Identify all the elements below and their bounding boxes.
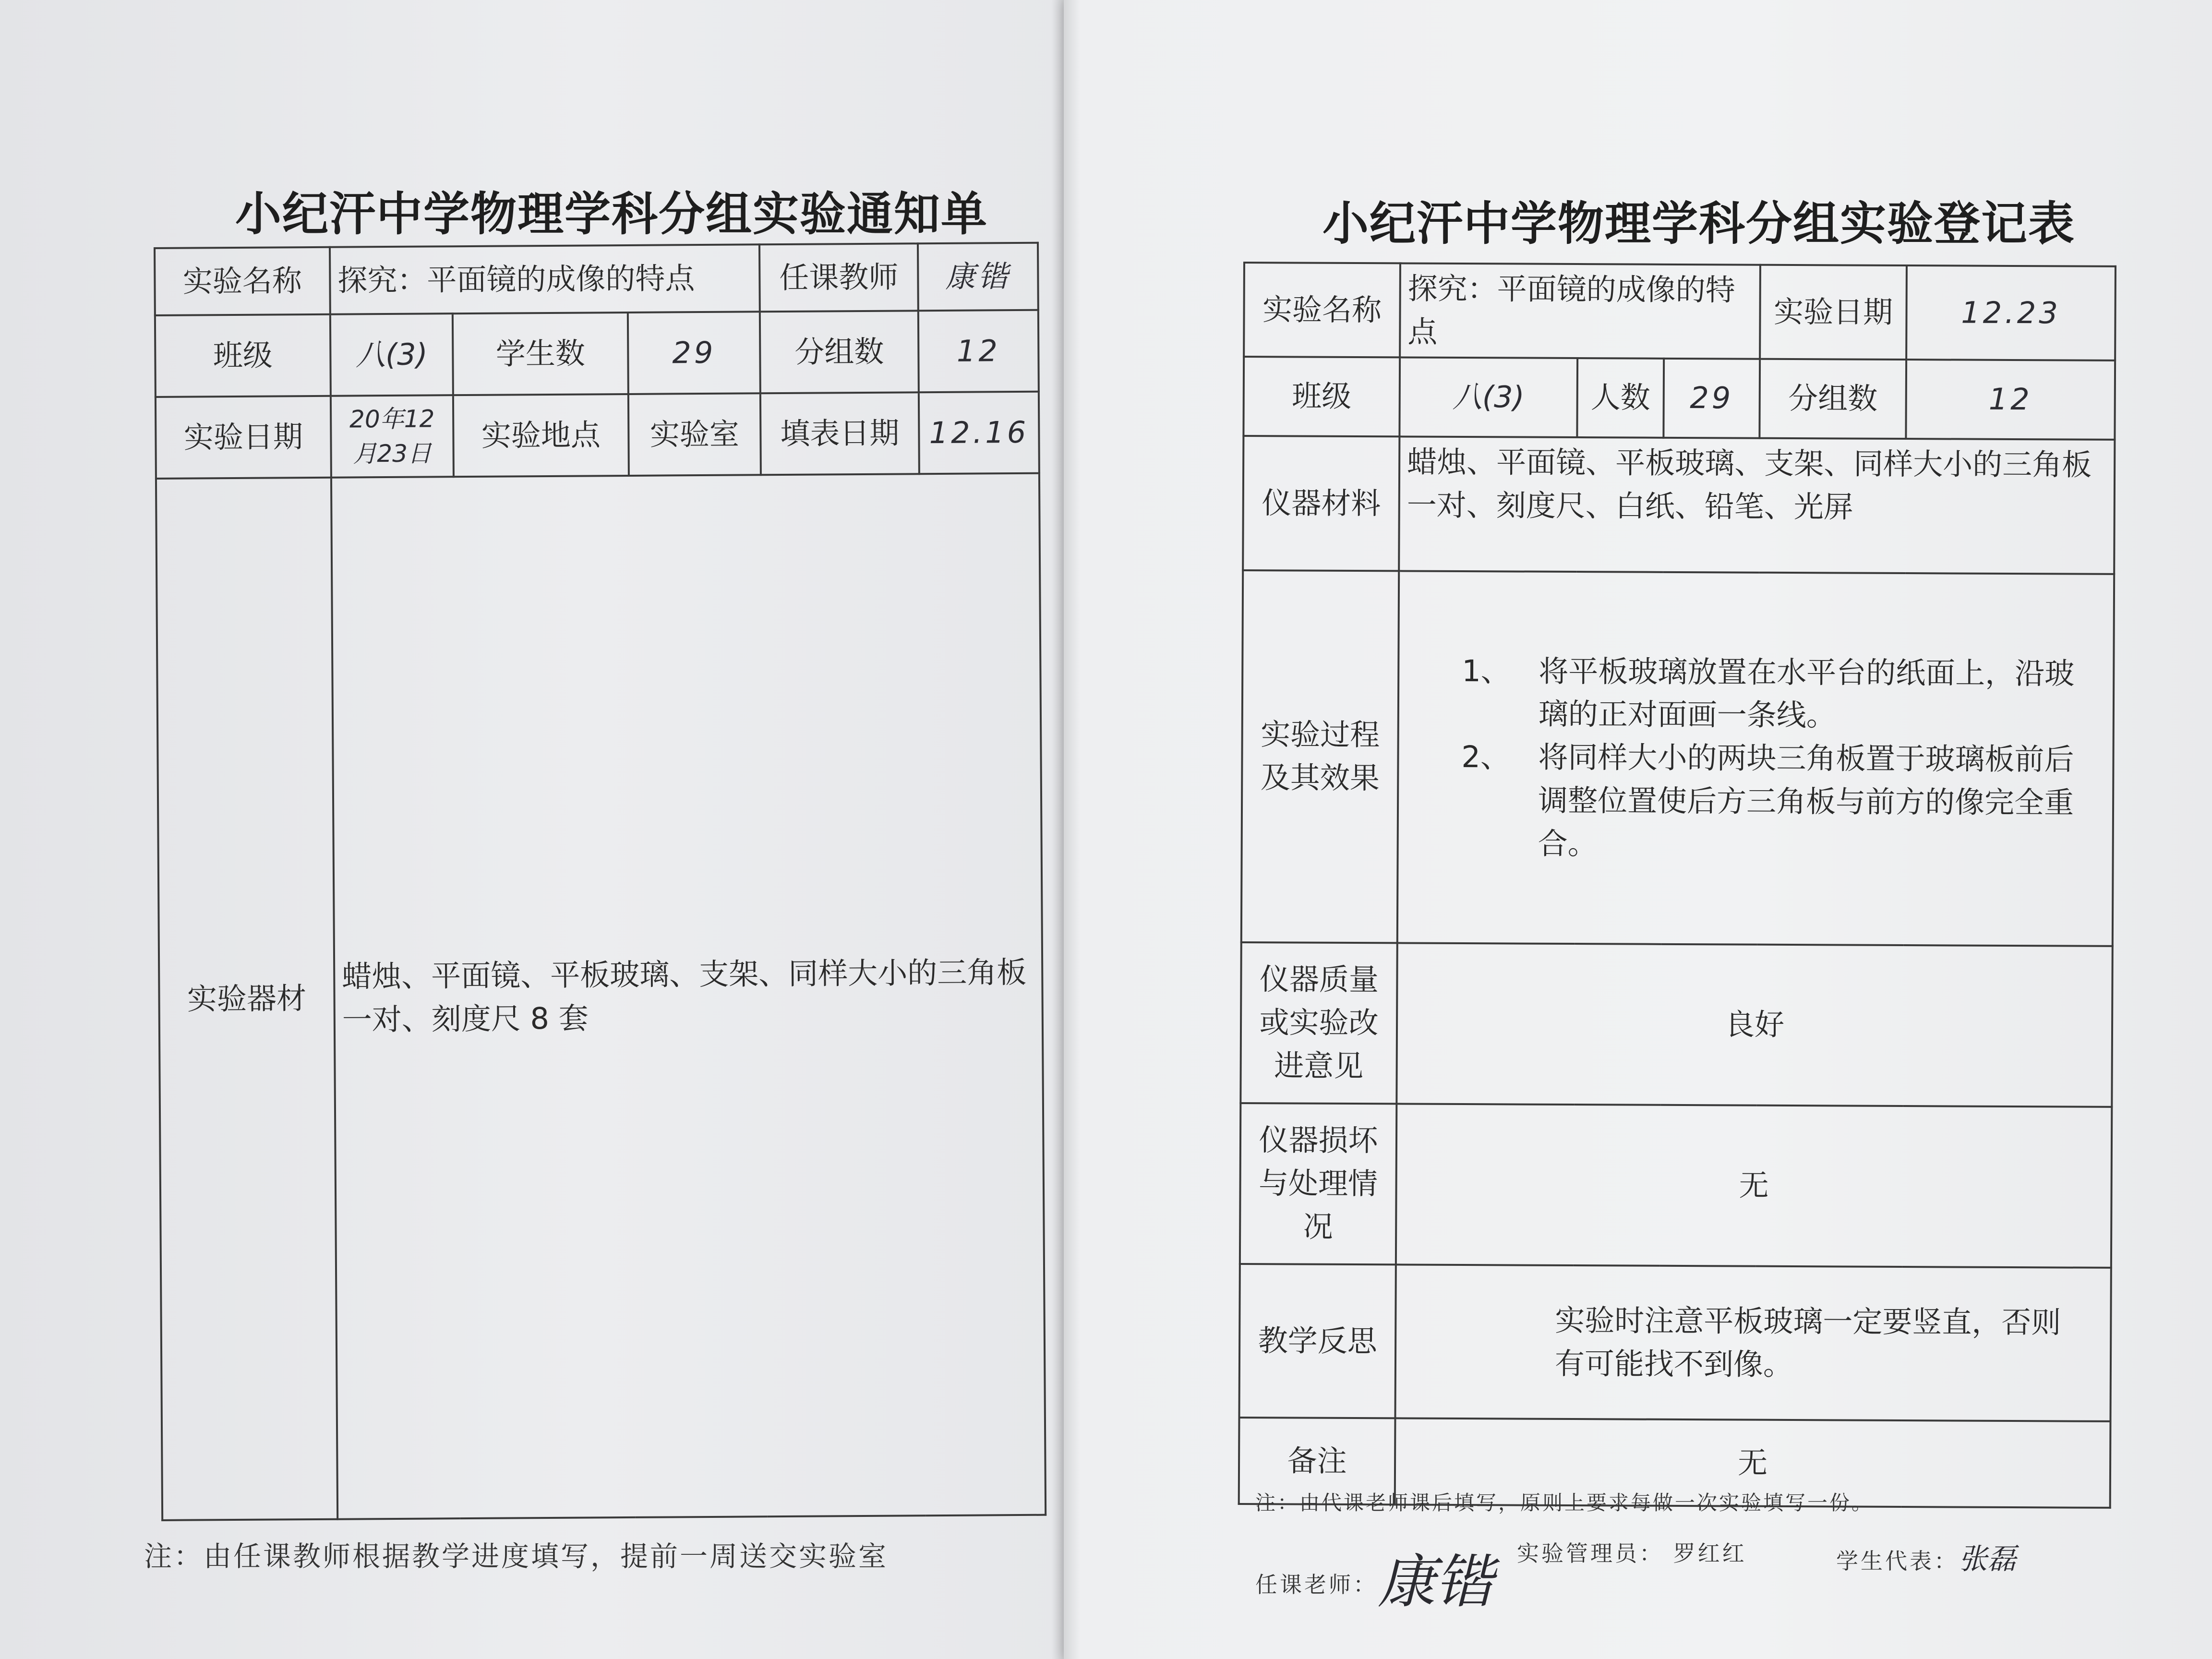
notice-row-class	[155, 310, 1039, 397]
student-signature-line	[1836, 1536, 2016, 1577]
register-row-quality	[1240, 942, 2112, 1107]
admin-signature-line	[1517, 1536, 1747, 1568]
teacher-sign-label: 任课老师：	[1255, 1572, 1378, 1598]
people-label: 人数	[1577, 358, 1664, 438]
quality-label: 仪器质量或实验改进意见	[1240, 942, 1397, 1104]
equipment-value: 蜡烛、平面镜、平板玻璃、支架、同样大小的三角板一对、刻度尺 8 套	[331, 473, 1046, 1519]
process-label: 实验过程及其效果	[1241, 570, 1399, 943]
register-date-label: 实验日期	[1760, 265, 1907, 360]
register-class-label: 班级	[1243, 357, 1400, 436]
student-sign-label: 学生代表：	[1836, 1548, 1959, 1574]
admin-name: 罗红红	[1673, 1540, 1747, 1566]
process-steps	[1397, 571, 2114, 946]
materials-label: 仪器材料	[1243, 436, 1399, 571]
quality-value: 良好	[1396, 943, 2112, 1106]
register-groups-value: 12	[1906, 360, 2115, 440]
student-handwritten-signature: 张磊	[1959, 1542, 2016, 1576]
notice-title: 小纪汗中学物理学科分组实验通知单	[235, 187, 988, 241]
register-name-value: 探究：平面镜的成像的特点	[1400, 263, 1760, 359]
reflection-value: 实验时注意平板玻璃一定要竖直，否则有可能找不到像。	[1395, 1264, 2111, 1421]
step-number: 1、	[1462, 653, 1511, 688]
register-footnote: 注：由代课老师课后填写，原则上要求每做一次实验填写一份。	[1255, 1491, 1874, 1515]
register-class-value: 八(3)	[1399, 357, 1577, 437]
admin-sign-label: 实验管理员：	[1517, 1540, 1664, 1566]
register-title: 小纪汗中学物理学科分组实验登记表	[1322, 197, 2075, 251]
teacher-label: 任课教师	[759, 243, 918, 312]
notice-row-name	[155, 243, 1038, 315]
experiment-name-label: 实验名称	[155, 247, 330, 315]
notice-row-date	[156, 392, 1039, 479]
teacher-handwritten-signature: 康锴	[1378, 1549, 1493, 1616]
notice-footnote: 注：由任课教师根据教学进度填写，提前一周送交实验室	[144, 1540, 889, 1573]
students-value: 29	[628, 312, 760, 394]
sheet-overlap-shadow	[1051, 0, 1080, 1659]
register-form-table	[1238, 262, 2116, 1509]
remarks-value: 无	[1395, 1418, 2111, 1507]
step-text: 将平板玻璃放置在水平台的纸面上，沿玻璃的正对面画一条线。	[1538, 653, 2075, 733]
register-row-process	[1241, 570, 2114, 946]
damage-value: 无	[1396, 1104, 2112, 1267]
class-label: 班级	[155, 314, 331, 397]
remarks-label: 备注	[1239, 1418, 1395, 1504]
class-value: 八(3)	[330, 313, 453, 396]
fill-date-label: 填表日期	[760, 392, 919, 475]
equipment-label: 实验器材	[156, 478, 337, 1520]
process-step	[1461, 735, 2093, 867]
place-label: 实验地点	[453, 394, 629, 477]
damage-label: 仪器损坏与处理情况	[1240, 1103, 1396, 1264]
register-row-materials	[1243, 436, 2115, 574]
notice-row-equipment	[156, 473, 1046, 1520]
experiment-name-value: 探究：平面镜的成像的特点	[330, 244, 760, 314]
register-groups-label: 分组数	[1759, 359, 1906, 438]
notice-form-table	[154, 242, 1046, 1521]
teacher-signature: 康锴	[918, 243, 1038, 311]
reflection-label: 教学反思	[1239, 1264, 1395, 1418]
process-step	[1462, 649, 2094, 739]
register-row-class	[1243, 357, 2115, 440]
step-text: 将同样大小的两块三角板置于玻璃板前后调整位置使后方三角板与前方的像完全重合。	[1538, 740, 2074, 862]
students-label: 学生数	[453, 313, 628, 395]
groups-value: 12	[918, 310, 1039, 393]
register-date-value: 12.23	[1906, 265, 2116, 361]
materials-value: 蜡烛、平面镜、平板玻璃、支架、同样大小的三角板一对、刻度尺、白纸、铅笔、光屏	[1399, 436, 2115, 574]
experiment-date-label: 实验日期	[156, 396, 331, 479]
register-row-name	[1244, 263, 2116, 361]
register-row-reflection	[1239, 1264, 2111, 1421]
people-value: 29	[1663, 359, 1760, 438]
step-number: 2、	[1461, 739, 1511, 775]
register-row-damage	[1240, 1103, 2112, 1268]
groups-label: 分组数	[760, 311, 919, 393]
register-name-label: 实验名称	[1244, 263, 1400, 357]
experiment-date-value: 20年12月23日	[331, 395, 454, 478]
place-value: 实验室	[628, 393, 761, 476]
fill-date-value: 12.16	[919, 392, 1039, 474]
teacher-signature-line	[1255, 1536, 1493, 1619]
